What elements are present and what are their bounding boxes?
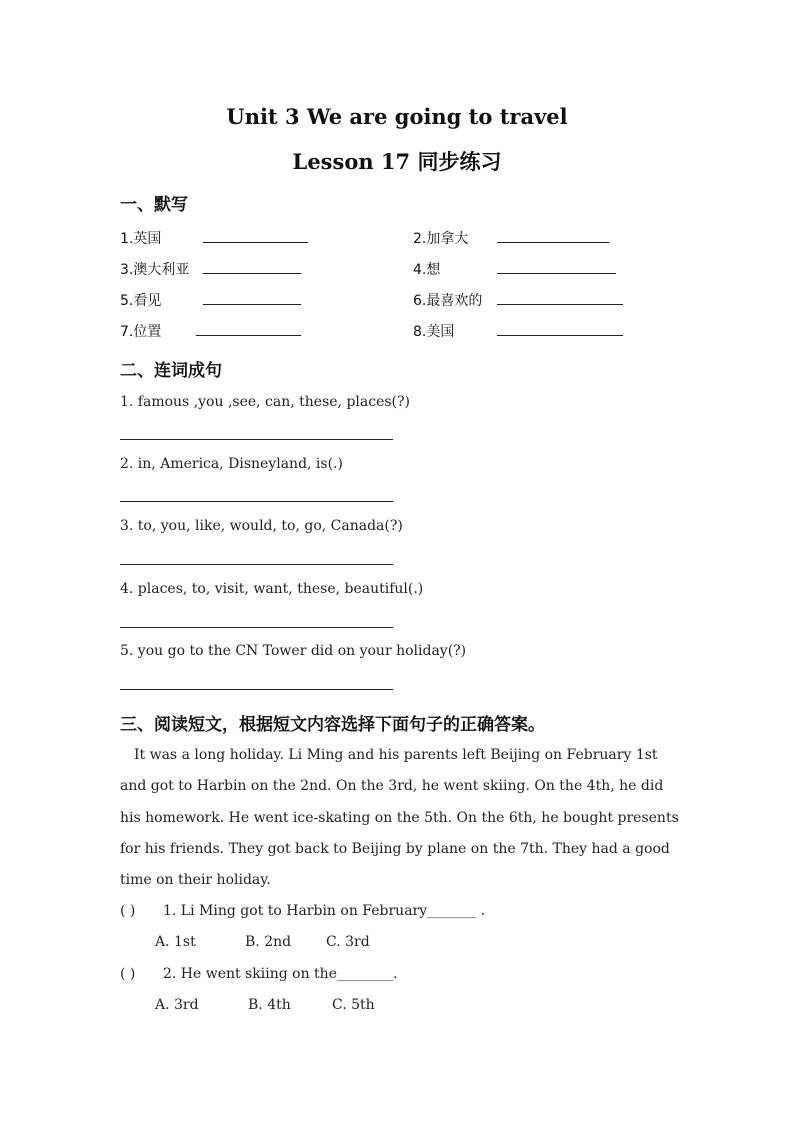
answer-line[interactable] [120,689,393,690]
option-b: B. 2nd [245,934,292,950]
sentence-prompt: 1. famous ,you ,see, can, these, places(?) [120,394,410,410]
sentence-prompt: 5. you go to the CN Tower did on your holiday(?) [120,643,467,659]
dictation-item-label: 5.看见 [120,293,162,309]
dictation-blank[interactable] [497,304,623,305]
dictation-item-label: 3.澳大利亚 [120,262,190,278]
dictation-item-label: 8.美国 [413,324,455,340]
option-a: A. 3rd [155,997,199,1013]
dictation-blank[interactable] [203,304,301,305]
option-c: C. 3rd [326,934,370,950]
section1-heading: 一、默写 [120,195,188,215]
answer-bracket[interactable]: ( ) [120,903,136,919]
question-text: 2. He went skiing on the________. [163,966,398,982]
dictation-item-label: 6.最喜欢的 [413,293,483,309]
dictation-item-label: 4.想 [413,262,441,278]
option-b: B. 4th [248,997,291,1013]
dictation-blank[interactable] [203,273,301,274]
sentence-prompt: 2. in, America, Disneyland, is(.) [120,456,343,472]
dictation-item-label: 1.英国 [120,231,162,247]
sentence-prompt: 4. places, to, visit, want, these, beautiful(.) [120,581,424,597]
dictation-blank[interactable] [196,335,301,336]
answer-bracket[interactable]: ( ) [120,966,136,982]
dictation-item-label: 2.加拿大 [413,231,469,247]
dictation-blank[interactable] [497,273,616,274]
sentence-prompt: 3. to, you, like, would, to, go, Canada(?) [120,518,403,534]
question-text: 1. Li Ming got to Harbin on February_______ . [163,903,486,919]
page-title: Unit 3 We are going to travel [226,104,568,129]
section2-heading: 二、连词成句 [120,361,222,381]
dictation-blank[interactable] [497,335,623,336]
page-subtitle: Lesson 17 同步练习 [292,149,502,174]
answer-line[interactable] [120,439,393,440]
answer-line[interactable] [120,564,393,565]
dictation-item-label: 7.位置 [120,324,162,340]
section3-heading: 三、阅读短文，根据短文内容选择下面句子的正确答案。 [120,715,545,735]
dictation-blank[interactable] [497,242,609,243]
reading-passage: It was a long holiday. Li Ming and his parents left Beijing on February 1st and got to Harbin on the 2nd. On the 3rd, he went skiing. On the 4th, he did his homework. He went ice-skating on the 5th. On the 6th, he bought presents for his friends. They got back to Beijing by plane on the 7th. They had a good time on their holiday. [120,747,679,889]
option-c: C. 5th [332,997,375,1013]
option-a: A. 1st [155,934,196,950]
dictation-blank[interactable] [203,242,308,243]
answer-line[interactable] [120,627,393,628]
answer-line[interactable] [120,501,393,502]
